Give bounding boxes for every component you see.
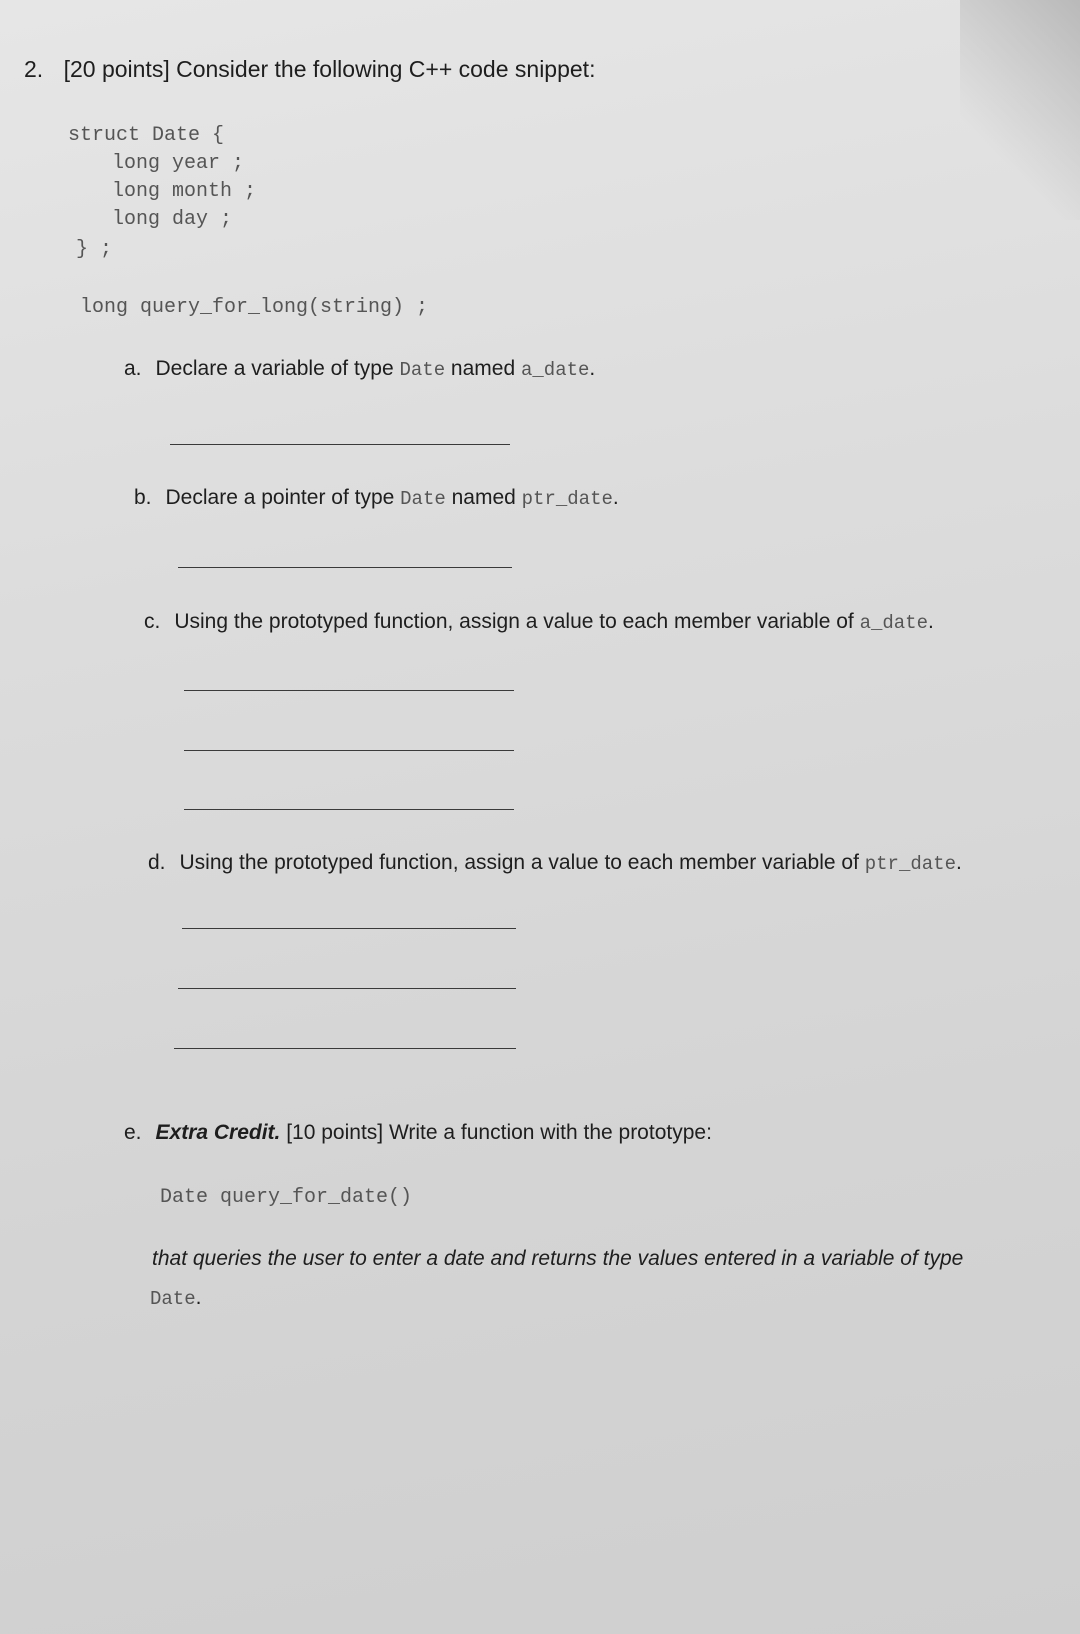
- part-a-text: Declare a variable of type: [155, 357, 400, 380]
- part-a-letter: a.: [124, 357, 142, 380]
- part-c-text: .: [928, 610, 934, 633]
- part-a-code-type: Date: [399, 359, 446, 381]
- part-c-letter: c.: [144, 610, 161, 633]
- part-b-question: [134, 486, 619, 510]
- answer-blank-c2[interactable]: [184, 750, 514, 751]
- part-d-question: [148, 851, 962, 875]
- part-c-code-name: a_date: [859, 612, 928, 634]
- part-e-code-type: Date: [150, 1288, 196, 1310]
- code-line: long day ;: [112, 208, 233, 231]
- part-d-text: Using the prototyped function, assign a value to each member variable of: [179, 851, 865, 874]
- part-e-letter: e.: [124, 1121, 142, 1144]
- part-a-question: [124, 357, 595, 381]
- part-e-prototype: Date query_for_date(): [160, 1186, 413, 1209]
- code-line: long month ;: [112, 180, 257, 203]
- code-line: long year ;: [112, 152, 245, 175]
- extra-credit-label: Extra Credit.: [155, 1121, 281, 1144]
- answer-blank-d2[interactable]: [178, 988, 516, 989]
- part-a-code-name: a_date: [520, 359, 590, 381]
- code-line: } ;: [76, 238, 113, 261]
- answer-blank-d3[interactable]: [174, 1048, 516, 1049]
- part-b-letter: b.: [134, 486, 152, 509]
- part-a-text: named: [445, 357, 521, 380]
- part-e-text: [10 points] Write a function with the prototype:: [280, 1121, 712, 1144]
- part-b-text: .: [612, 486, 619, 509]
- part-e-ending: [150, 1286, 201, 1310]
- part-d-code-name: ptr_date: [864, 853, 956, 875]
- question-title: [20 points] Consider the following C++ code snippet:: [63, 56, 596, 82]
- part-a-text: .: [589, 357, 596, 380]
- part-c-question: [144, 610, 934, 634]
- page-shadow: [960, 0, 1080, 220]
- answer-blank-d1[interactable]: [182, 928, 516, 929]
- code-prototype: long query_for_long(string) ;: [80, 296, 429, 319]
- part-c-text: Using the prototyped function, assign a value to each member variable of: [174, 610, 860, 633]
- code-line: struct Date {: [68, 124, 225, 147]
- question-number: 2.: [24, 56, 44, 82]
- part-b-text: Declare a pointer of type: [165, 486, 401, 509]
- question-heading: [24, 56, 595, 83]
- part-b-code-type: Date: [400, 488, 446, 510]
- part-e-text: .: [195, 1286, 202, 1309]
- part-d-letter: d.: [148, 851, 166, 874]
- answer-blank-c1[interactable]: [184, 690, 514, 691]
- part-b-code-name: ptr_date: [521, 488, 613, 510]
- part-d-text: .: [955, 851, 962, 874]
- answer-blank-b[interactable]: [178, 567, 512, 568]
- answer-blank-a[interactable]: [170, 444, 510, 445]
- answer-blank-c3[interactable]: [184, 809, 514, 810]
- part-e-description: that queries the user to enter a date and returns the values entered in a variable of type: [152, 1247, 964, 1270]
- part-b-text: named: [445, 486, 522, 509]
- part-e-question: [124, 1121, 712, 1145]
